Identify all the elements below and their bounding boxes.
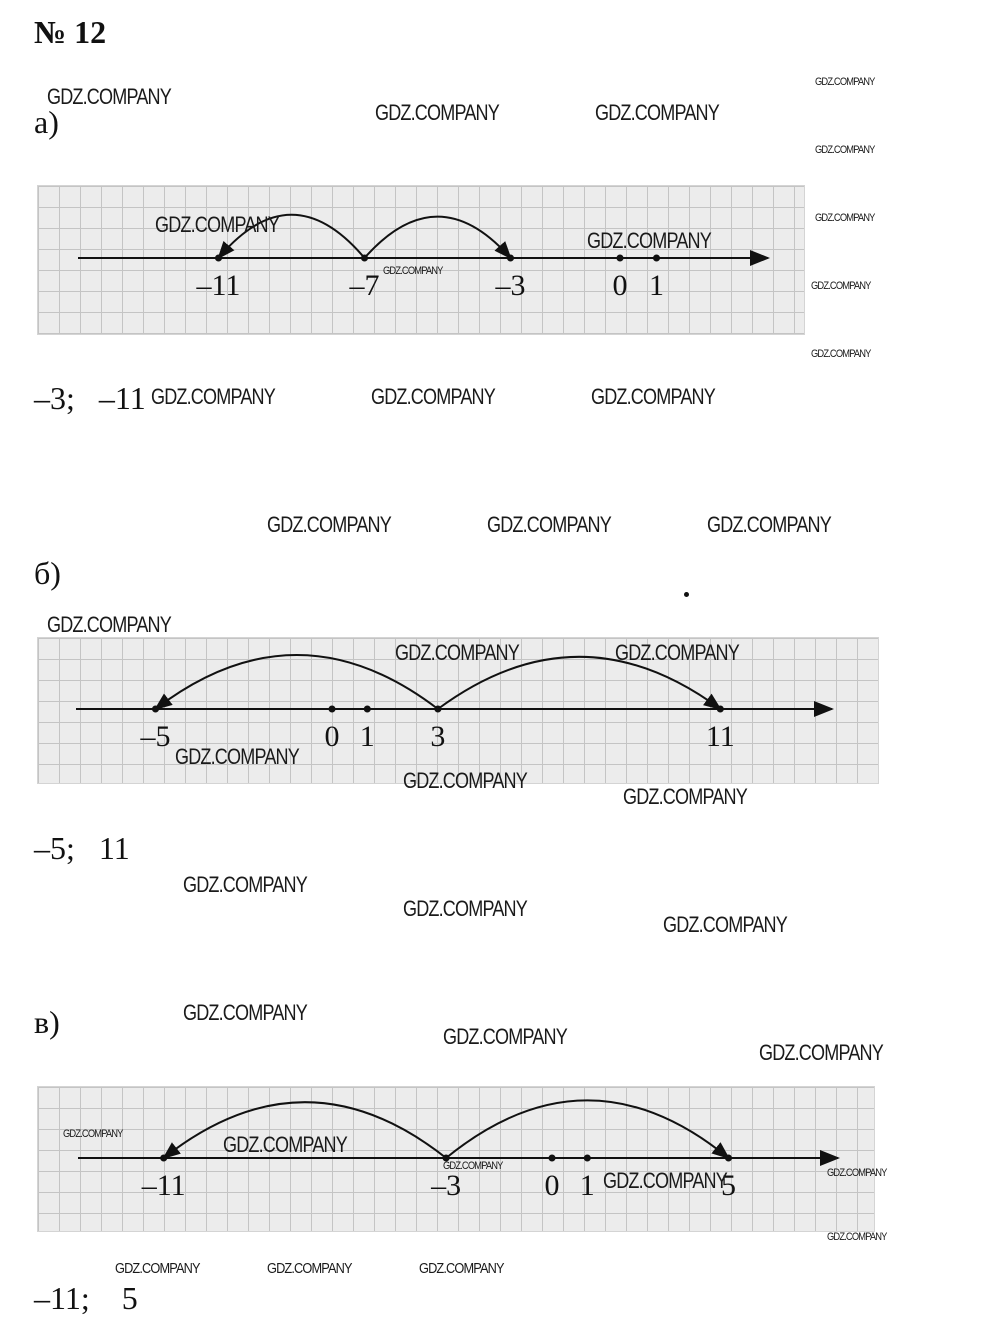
watermark: GDZ.COMPANY bbox=[815, 212, 875, 224]
watermark: GDZ.COMPANY bbox=[443, 1024, 567, 1049]
watermark: GDZ.COMPANY bbox=[815, 76, 875, 88]
tick-label: –11 bbox=[141, 1169, 186, 1202]
watermark: GDZ.COMPANY bbox=[151, 384, 275, 409]
watermark: GDZ.COMPANY bbox=[63, 1128, 123, 1140]
watermark: GDZ.COMPANY bbox=[267, 1260, 352, 1277]
tick-label: –3 bbox=[431, 1169, 462, 1202]
watermark: GDZ.COMPANY bbox=[47, 612, 171, 637]
watermark: GDZ.COMPANY bbox=[267, 512, 391, 537]
part-label-b: б) bbox=[34, 555, 61, 591]
watermark: GDZ.COMPANY bbox=[487, 512, 611, 537]
part-label-a: а) bbox=[34, 104, 59, 140]
watermark: GDZ.COMPANY bbox=[623, 784, 747, 809]
tick-label: 1 bbox=[359, 720, 375, 753]
watermark: GDZ.COMPANY bbox=[663, 912, 787, 937]
watermark: GDZ.COMPANY bbox=[443, 1160, 503, 1172]
tick-label: –5 bbox=[140, 720, 171, 753]
watermark: GDZ.COMPANY bbox=[615, 640, 739, 665]
point-marker bbox=[584, 1155, 591, 1162]
tick-label: 0 bbox=[544, 1169, 560, 1202]
watermark: GDZ.COMPANY bbox=[419, 1260, 504, 1277]
tick-label: 1 bbox=[649, 269, 664, 302]
tick-label: 1 bbox=[579, 1169, 595, 1202]
watermark: GDZ.COMPANY bbox=[183, 872, 307, 897]
exercise-title: № 12 bbox=[34, 14, 107, 50]
part-label-v: в) bbox=[34, 1004, 60, 1040]
answer-a: –3; –11 bbox=[34, 380, 146, 416]
tick-label: 0 bbox=[612, 269, 628, 302]
tick-label: –11 bbox=[196, 269, 241, 302]
watermark: GDZ.COMPANY bbox=[403, 896, 527, 921]
point-marker bbox=[160, 1155, 167, 1162]
point-marker bbox=[549, 1155, 556, 1162]
watermark: GDZ.COMPANY bbox=[375, 100, 499, 125]
watermark: GDZ.COMPANY bbox=[175, 744, 299, 769]
watermark: GDZ.COMPANY bbox=[183, 1000, 307, 1025]
jump-arc bbox=[446, 1100, 728, 1158]
stray-dot bbox=[684, 592, 689, 597]
watermark: GDZ.COMPANY bbox=[383, 265, 443, 277]
watermark: GDZ.COMPANY bbox=[587, 228, 711, 253]
watermark: GDZ.COMPANY bbox=[827, 1231, 887, 1243]
watermark: GDZ.COMPANY bbox=[759, 1040, 883, 1065]
watermark: GDZ.COMPANY bbox=[403, 768, 527, 793]
watermark: GDZ.COMPANY bbox=[603, 1168, 727, 1193]
tick-label: 5 bbox=[721, 1169, 736, 1202]
watermark: GDZ.COMPANY bbox=[155, 212, 279, 237]
tick-label: 0 bbox=[324, 720, 340, 753]
watermark: GDZ.COMPANY bbox=[591, 384, 715, 409]
tick-label: 3 bbox=[430, 720, 446, 753]
tick-label: –7 bbox=[349, 269, 380, 302]
tick-label: –3 bbox=[495, 269, 526, 302]
watermark: GDZ.COMPANY bbox=[115, 1260, 200, 1277]
answer-v: –11; 5 bbox=[34, 1280, 138, 1316]
watermark: GDZ.COMPANY bbox=[811, 348, 871, 360]
watermark: GDZ.COMPANY bbox=[827, 1167, 887, 1179]
watermark: GDZ.COMPANY bbox=[47, 84, 171, 109]
watermark: GDZ.COMPANY bbox=[707, 512, 831, 537]
watermark: GDZ.COMPANY bbox=[395, 640, 519, 665]
watermark: GDZ.COMPANY bbox=[595, 100, 719, 125]
tick-label: 11 bbox=[705, 720, 735, 753]
point-marker bbox=[725, 1155, 732, 1162]
watermark: GDZ.COMPANY bbox=[811, 280, 871, 292]
watermark: GDZ.COMPANY bbox=[815, 144, 875, 156]
watermark: GDZ.COMPANY bbox=[223, 1132, 347, 1157]
answer-b: –5; 11 bbox=[34, 830, 130, 866]
watermark: GDZ.COMPANY bbox=[371, 384, 495, 409]
